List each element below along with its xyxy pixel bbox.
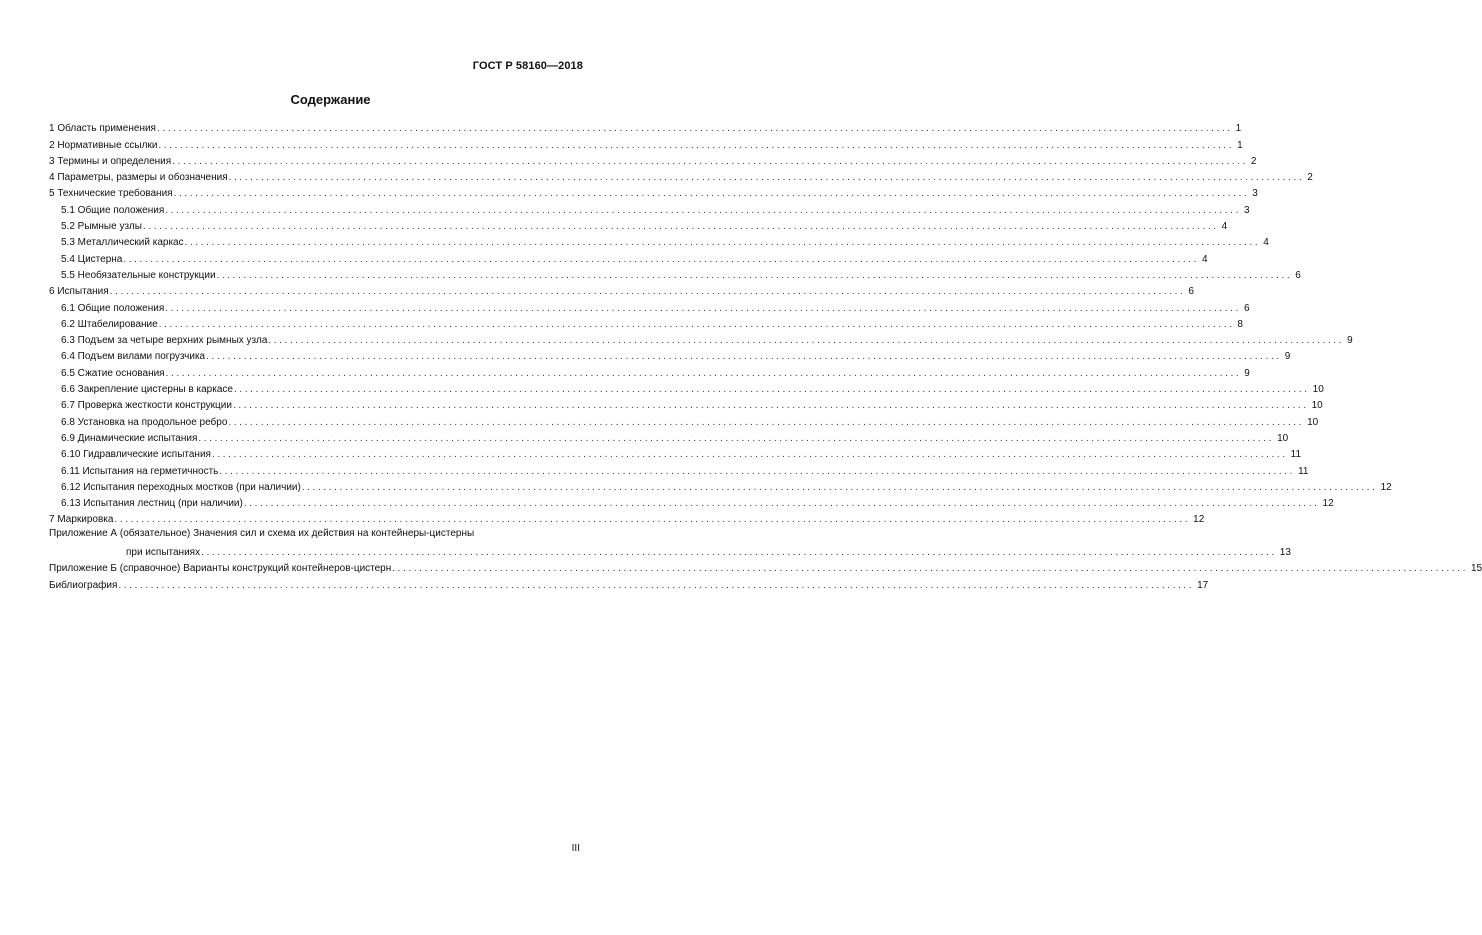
toc-entry[interactable] — [49, 494, 1334, 510]
toc-entry-title: Приложение Б (справочное) Варианты конструкций контейнеров-цистерн — [49, 563, 392, 575]
document-standard-number: ГОСТ Р 58160—2018 — [472, 60, 583, 72]
toc-leader-dots: ........................................................................................................................................................................................................ — [173, 188, 1250, 200]
toc-entry-title: 5.1 Общие положения — [61, 204, 165, 216]
toc-entry[interactable] — [49, 478, 1392, 494]
toc-entry-page: 10 — [1277, 432, 1289, 444]
toc-entry[interactable] — [49, 363, 1250, 379]
toc-entry-title: 7 Маркировка — [49, 514, 114, 526]
toc-entry-page: 1 — [1235, 123, 1242, 135]
toc-leader-dots: ........................................................................................................................................................................................................ — [243, 498, 1320, 510]
toc-entry[interactable] — [49, 152, 1257, 168]
toc-entry-page: 10 — [1312, 384, 1324, 396]
table-of-contents — [49, 119, 1482, 592]
toc-entry[interactable] — [49, 331, 1353, 347]
toc-entry-title: 6.12 Испытания переходных мостков (при наличии) — [61, 481, 301, 493]
toc-entry-title: 6.2 Штабелирование — [61, 318, 158, 330]
toc-leader-dots: ........................................................................................................................................................................................................ — [268, 335, 1345, 347]
toc-entry-page: 6 — [1243, 302, 1250, 314]
toc-entry-title: Приложение А (обязательное) Значения сил и схема их действия на контейнеры-цистерны — [49, 528, 475, 540]
toc-title: Содержание — [290, 92, 371, 107]
toc-entry-page: 10 — [1311, 400, 1323, 412]
toc-entry-title: 5 Технические требования — [49, 188, 173, 200]
toc-entry-title: 6.13 Испытания лестниц (при наличии) — [61, 498, 243, 510]
toc-entry-page: 1 — [1237, 139, 1243, 151]
toc-entry-title: 5.3 Металлический каркас — [61, 237, 184, 249]
toc-leader-dots: ........................................................................................................................................................................................................ — [158, 318, 1235, 330]
toc-entry-title: 5.5 Необязательные конструкции — [61, 269, 216, 281]
toc-entry-page: 15 — [1470, 563, 1482, 575]
toc-entry-title: 3 Термины и определения — [49, 155, 172, 167]
toc-entry[interactable] — [49, 510, 1205, 526]
toc-entry[interactable] — [49, 119, 1242, 135]
toc-leader-dots: ........................................................................................................................................................................................................ — [165, 367, 1242, 379]
toc-entry[interactable] — [49, 200, 1250, 216]
toc-entry[interactable] — [49, 168, 1313, 184]
toc-entry-page: 11 — [1290, 449, 1302, 461]
toc-leader-dots: ........................................................................................................................................................................................................ — [114, 514, 1191, 526]
toc-leader-dots: ........................................................................................................................................................................................................ — [201, 547, 1277, 559]
toc-leader-dots: ........................................................................................................................................................................................................ — [158, 139, 1235, 151]
toc-entry-page: 8 — [1237, 318, 1243, 330]
toc-leader-dots: ........................................................................................................................................................................................................ — [165, 204, 1241, 216]
toc-entry-page: 10 — [1307, 416, 1319, 428]
toc-entry-title: 6 Испытания — [49, 286, 109, 298]
toc-entry-page: 6 — [1188, 286, 1194, 298]
toc-entry[interactable] — [49, 445, 1302, 461]
toc-entry[interactable] — [49, 217, 1228, 233]
toc-leader-dots: ........................................................................................................................................................................................................ — [233, 384, 1310, 396]
toc-leader-dots: ........................................................................................................................................................................................................ — [184, 237, 1261, 249]
toc-entry[interactable] — [49, 184, 1258, 200]
toc-leader-dots: ........................................................................................................................................................................................................ — [109, 286, 1186, 298]
toc-entry-page: 3 — [1243, 204, 1250, 216]
toc-entry-title: 6.3 Подъем за четыре верхних рымных узла — [61, 335, 268, 347]
toc-entry-title: 6.7 Проверка жесткости конструкции — [61, 400, 232, 412]
toc-entry[interactable] — [49, 233, 1269, 249]
toc-entry-title: 4 Параметры, размеры и обозначения — [49, 172, 228, 184]
toc-leader-dots: ........................................................................................................................................................................................................ — [392, 563, 1468, 575]
toc-entry-page: 12 — [1193, 514, 1205, 526]
page-number: III — [571, 843, 580, 854]
toc-entry[interactable] — [49, 249, 1208, 265]
toc-entry-page: 4 — [1221, 221, 1228, 233]
toc-entry-page: 9 — [1244, 367, 1250, 379]
toc-leader-dots: ........................................................................................................................................................................................................ — [198, 432, 1275, 444]
toc-entry-title-continuation: при испытаниях — [126, 547, 201, 559]
toc-entry-page: 4 — [1202, 253, 1208, 265]
toc-entry-title: 6.10 Гидравлические испытания — [61, 449, 211, 461]
toc-leader-dots: ........................................................................................................................................................................................................ — [172, 155, 1248, 167]
toc-entry[interactable] — [49, 282, 1194, 298]
toc-entry-page: 12 — [1322, 498, 1334, 510]
toc-leader-dots: ........................................................................................................................................................................................................ — [211, 449, 1288, 461]
toc-entry-title: 6.5 Сжатие основания — [61, 367, 165, 379]
toc-entry-title: 6.6 Закрепление цистерны в каркасе — [61, 384, 233, 396]
toc-leader-dots: ........................................................................................................................................................................................................ — [165, 302, 1241, 314]
toc-entry[interactable] — [49, 347, 1291, 363]
toc-entry[interactable] — [49, 429, 1289, 445]
toc-entry[interactable] — [49, 298, 1250, 314]
toc-leader-dots: ........................................................................................................................................................................................................ — [206, 351, 1282, 363]
toc-entry-page: 3 — [1252, 188, 1258, 200]
toc-entry[interactable] — [49, 396, 1323, 412]
toc-leader-dots: ........................................................................................................................................................................................................ — [118, 579, 1195, 591]
toc-entry-title: 5.2 Рымные узлы — [61, 221, 142, 233]
toc-leader-dots: ........................................................................................................................................................................................................ — [301, 481, 1378, 493]
toc-leader-dots: ........................................................................................................................................................................................................ — [216, 269, 1293, 281]
toc-entry[interactable] — [49, 315, 1243, 331]
toc-entry[interactable] — [49, 380, 1324, 396]
toc-entry-title: 6.9 Динамические испытания — [61, 432, 198, 444]
toc-entry-title: 6.1 Общие положения — [61, 302, 165, 314]
toc-entry-title: 6.8 Установка на продольное ребро — [61, 416, 228, 428]
toc-entry-title: 5.4 Цистерна — [61, 253, 123, 265]
toc-leader-dots: ........................................................................................................................................................................................................ — [219, 465, 1296, 477]
toc-entry-page: 13 — [1279, 547, 1291, 559]
toc-leader-dots: ........................................................................................................................................................................................................ — [228, 416, 1305, 428]
toc-entry[interactable] — [49, 412, 1319, 428]
toc-entry[interactable] — [49, 135, 1243, 151]
toc-leader-dots: ........................................................................................................................................................................................................ — [232, 400, 1309, 412]
toc-entry[interactable] — [49, 266, 1301, 282]
toc-entry-bibliography[interactable] — [49, 575, 1209, 591]
toc-leader-dots: ........................................................................................................................................................................................................ — [123, 253, 1200, 265]
toc-entry-page: 11 — [1298, 465, 1309, 477]
toc-entry-page: 9 — [1347, 335, 1353, 347]
toc-entry-appendix-a[interactable] — [49, 526, 1291, 559]
toc-entry-title: Библиография — [49, 579, 118, 591]
toc-entry[interactable] — [49, 461, 1309, 477]
toc-entry-page: 17 — [1197, 579, 1209, 591]
toc-entry-page: 4 — [1263, 237, 1269, 249]
toc-entry-page: 6 — [1295, 269, 1301, 281]
toc-entry-title: 6.11 Испытания на герметичность — [61, 465, 219, 477]
toc-leader-dots: ........................................................................................................................................................................................................ — [142, 221, 1219, 233]
toc-entry-title: 6.4 Подъем вилами погрузчика — [61, 351, 206, 363]
toc-entry-page: 2 — [1307, 172, 1313, 184]
toc-entry-title: 2 Нормативные ссылки — [49, 139, 158, 151]
toc-entry-page: 9 — [1284, 351, 1291, 363]
toc-entry-page: 12 — [1380, 481, 1392, 493]
toc-entry-page: 2 — [1250, 155, 1257, 167]
toc-leader-dots: ........................................................................................................................................................................................................ — [156, 123, 1233, 135]
toc-leader-dots: ........................................................................................................................................................................................................ — [228, 172, 1305, 184]
toc-entry-title: 1 Область применения — [49, 123, 156, 135]
toc-entry-appendix-b[interactable] — [49, 559, 1482, 575]
